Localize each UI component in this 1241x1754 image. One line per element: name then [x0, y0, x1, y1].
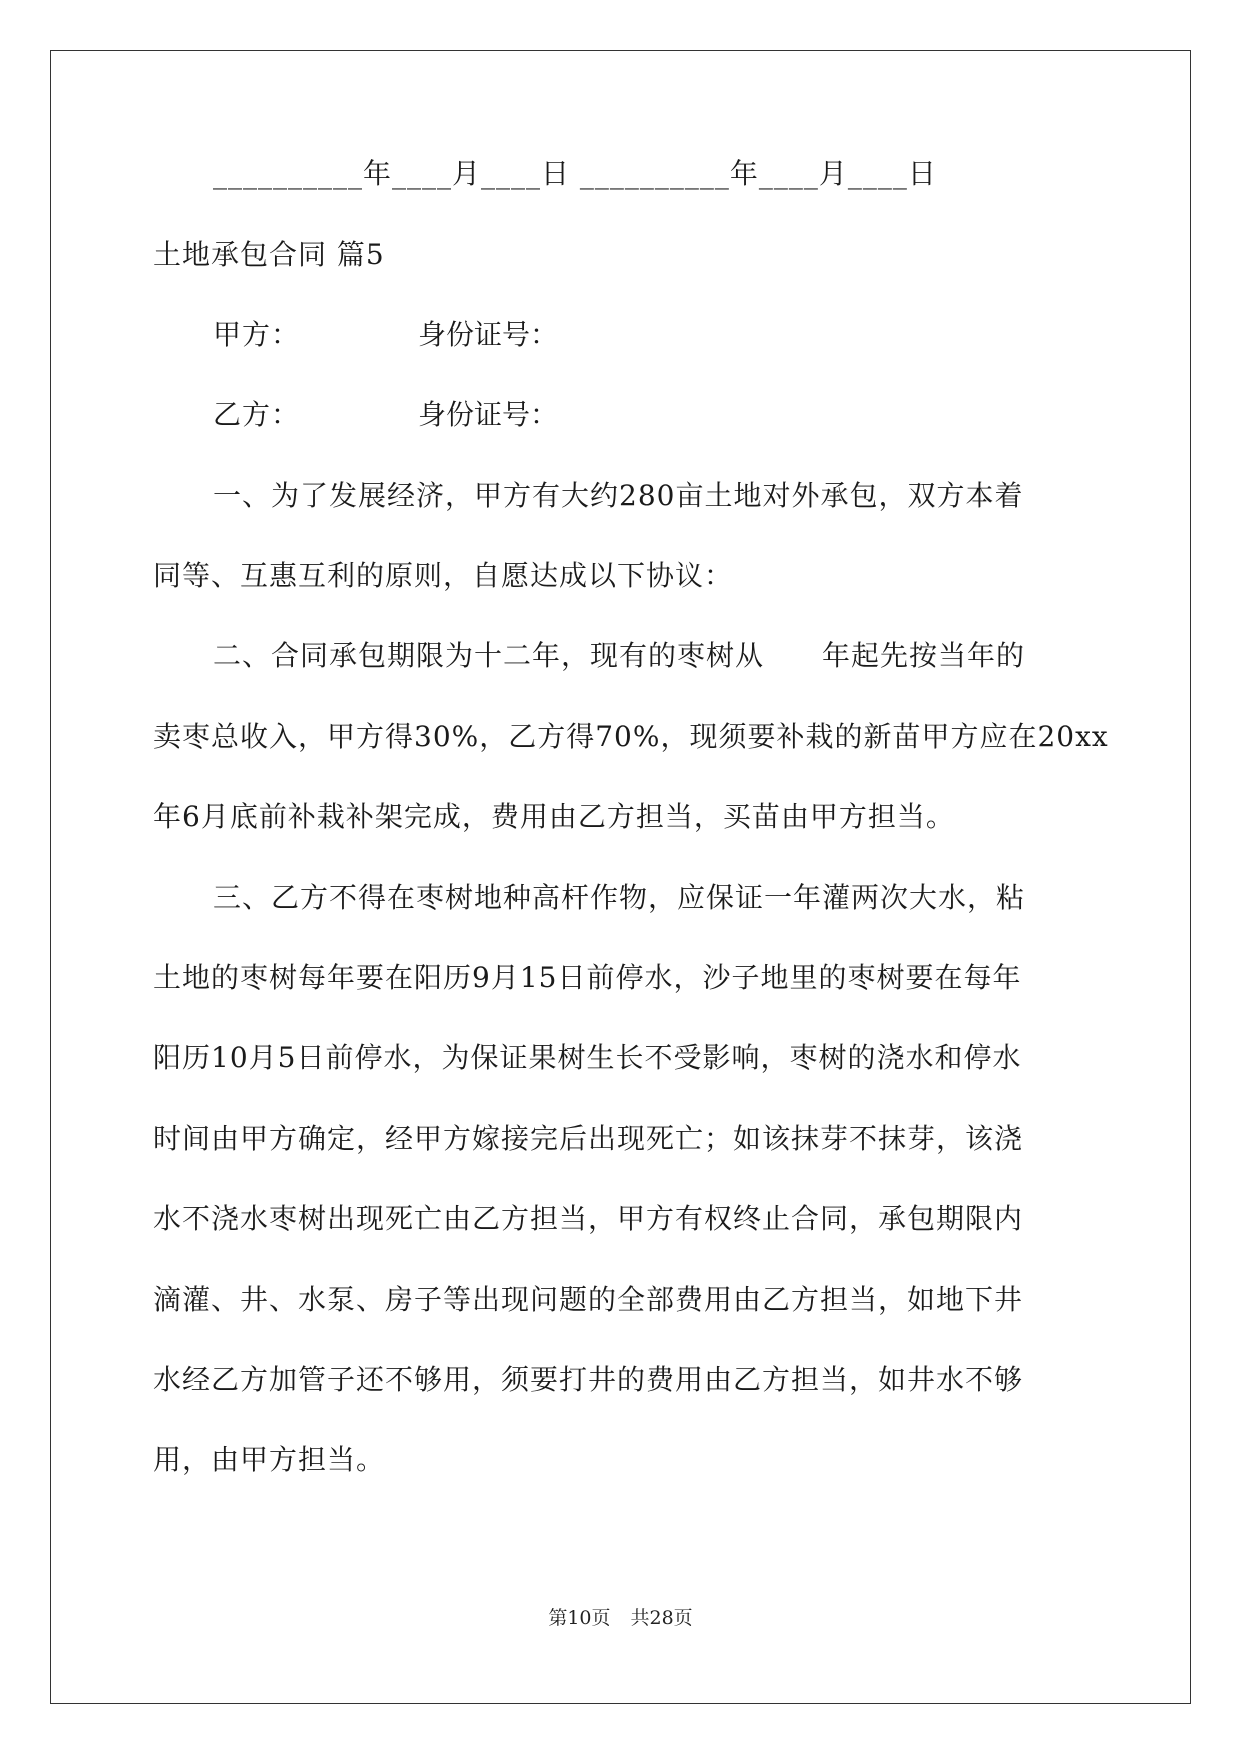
clause-2-line-1: 二、合同承包期限为十二年，现有的枣树从 年起先按当年的: [213, 639, 1026, 672]
clause-3-line-4: 时间由甲方确定，经甲方嫁接完后出现死亡；如该抹芽不抹芽，该浇: [153, 1122, 1024, 1155]
clause-2-line-2: 卖枣总收入，甲方得30%，乙方得70%，现须要补栽的新苗甲方应在20xx: [153, 720, 1109, 753]
section-title: 土地承包合同 篇5: [153, 238, 385, 271]
party-b-id-label: 身份证号：: [418, 398, 559, 431]
clause-3-line-1: 三、乙方不得在枣树地种高杆作物，应保证一年灌两次大水，粘: [213, 881, 1026, 914]
clause-1-line-1: 一、为了发展经济，甲方有大约280亩土地对外承包，双方本着: [213, 479, 1024, 512]
clause-3-line-8: 用，由甲方担当。: [153, 1443, 386, 1476]
party-a-label: 甲方：: [213, 318, 301, 351]
clause-3-line-6: 滴灌、井、水泵、房子等出现问题的全部费用由乙方担当，如地下井: [153, 1283, 1024, 1316]
page-number-current: 第10页: [548, 1607, 611, 1629]
party-b-label: 乙方：: [213, 398, 301, 431]
signature-date-line: __________年____月____日 __________年____月____日: [213, 157, 937, 190]
clause-1-line-2: 同等、互惠互利的原则，自愿达成以下协议：: [153, 559, 734, 592]
clause-3-line-3: 阳历10月5日前停水，为保证果树生长不受影响，枣树的浇水和停水: [153, 1041, 1022, 1074]
clause-3-line-5: 水不浇水枣树出现死亡由乙方担当，甲方有权终止合同，承包期限内: [153, 1202, 1024, 1235]
clause-3-line-2: 土地的枣树每年要在阳历9月15日前停水，沙子地里的枣树要在每年: [153, 961, 1022, 994]
clause-3-line-7: 水经乙方加管子还不够用，须要打井的费用由乙方担当，如井水不够: [153, 1363, 1024, 1396]
party-a-id-label: 身份证号：: [418, 318, 559, 351]
page-number-total: 共28页: [630, 1607, 693, 1629]
clause-2-line-3: 年6月底前补栽补架完成，费用由乙方担当，买苗由甲方担当。: [153, 800, 955, 833]
page-footer: [0, 1606, 1241, 1630]
